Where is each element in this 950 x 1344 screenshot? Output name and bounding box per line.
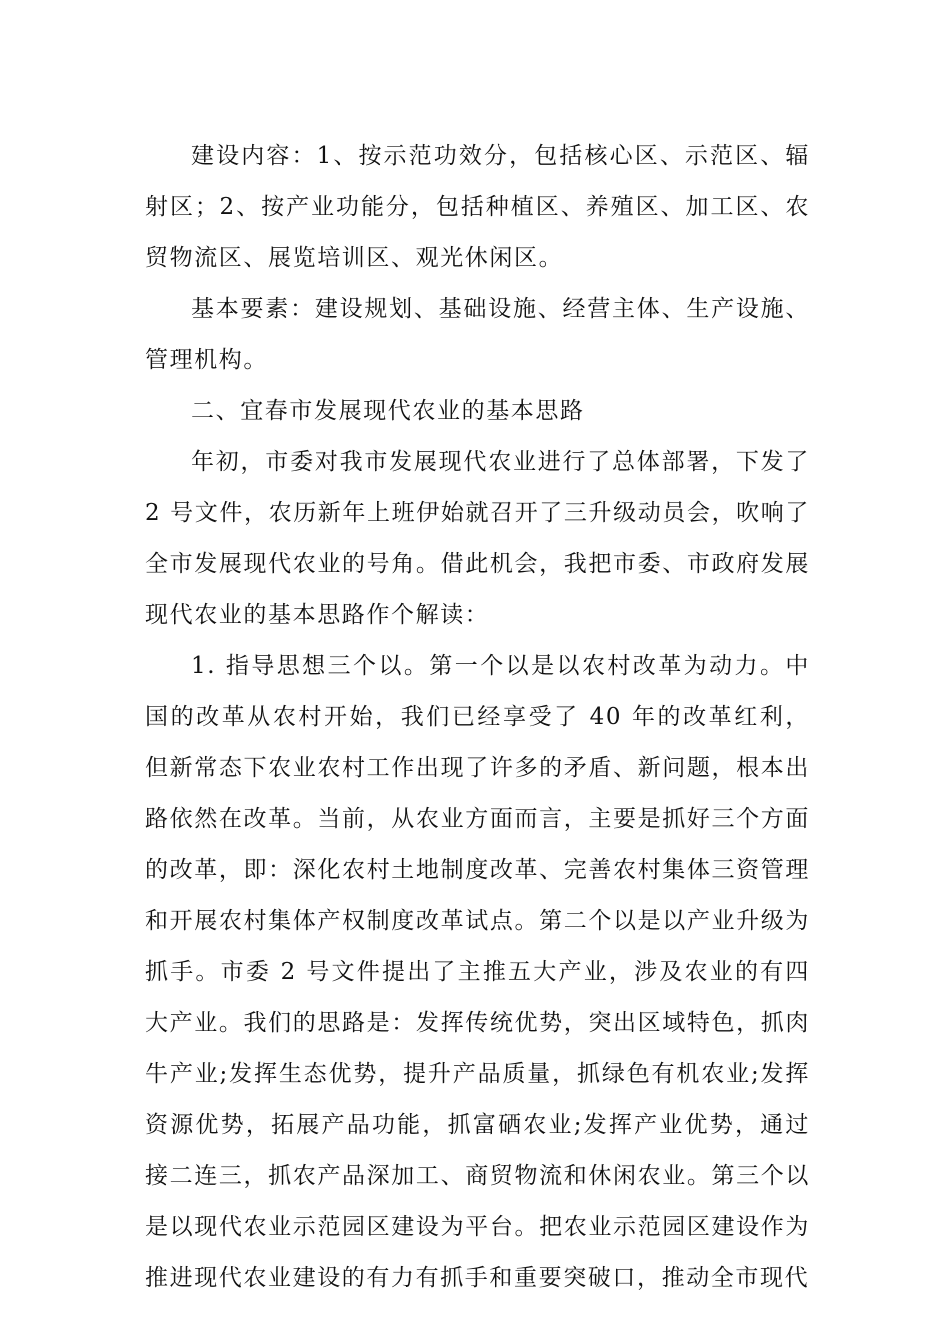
section-heading: 二、宜春市发展现代农业的基本思路 [191,398,585,424]
paragraph-introduction: 年初，市委对我市发展现代农业进行了总体部署，下发了 2 号文件，农历新年上班伊始就召开了三升级动员会，吹响了全市发展现代农业的号角。借此机会，我把市委、市政府发展现代农业的基本思路作个解读： [145,449,810,628]
document-body [145,131,810,1304]
paragraph-construction-content: 建设内容：1、按示范功效分，包括核心区、示范区、辐射区；2、按产业功能分，包括种植区、养殖区、加工区、农贸物流区、展览培训区、观光休闲区。 [145,143,810,271]
paragraph-guiding-thought: 1. 指导思想三个以。第一个以是以农村改革为动力。中国的改革从农村开始，我们已经享受了 40 年的改革红利，但新常态下农业农村工作出现了许多的矛盾、新问题，根本出路依然在改革。当前，从农业方面而言，主要是抓好三个方面的改革，即：深化农村土地制度改革、完善农村集体三资管理和开展农村集体产权制度改革试点。第二个以是以产业升级为抓手。市委 2 号文件提出了主推五大产业，涉及农业的有四大产业。我们的思路是：发挥传统优势，突出区域特色，抓肉牛产业;发挥生态优势，提升产品质量，抓绿色有机农业;发挥资源优势，拓展产品功能，抓富硒农业;发挥产业优势，通过接二连三，抓农产品深加工、商贸物流和休闲农业。第三个以是以现代农业示范园区建设为平台。把农业示范园区建设作为推进现代农业建设的有力有抓手和重要突破口，推动全市现代 [145,653,810,1291]
paragraph-basic-elements: 基本要素：建设规划、基础设施、经营主体、生产设施、管理机构。 [145,296,810,373]
